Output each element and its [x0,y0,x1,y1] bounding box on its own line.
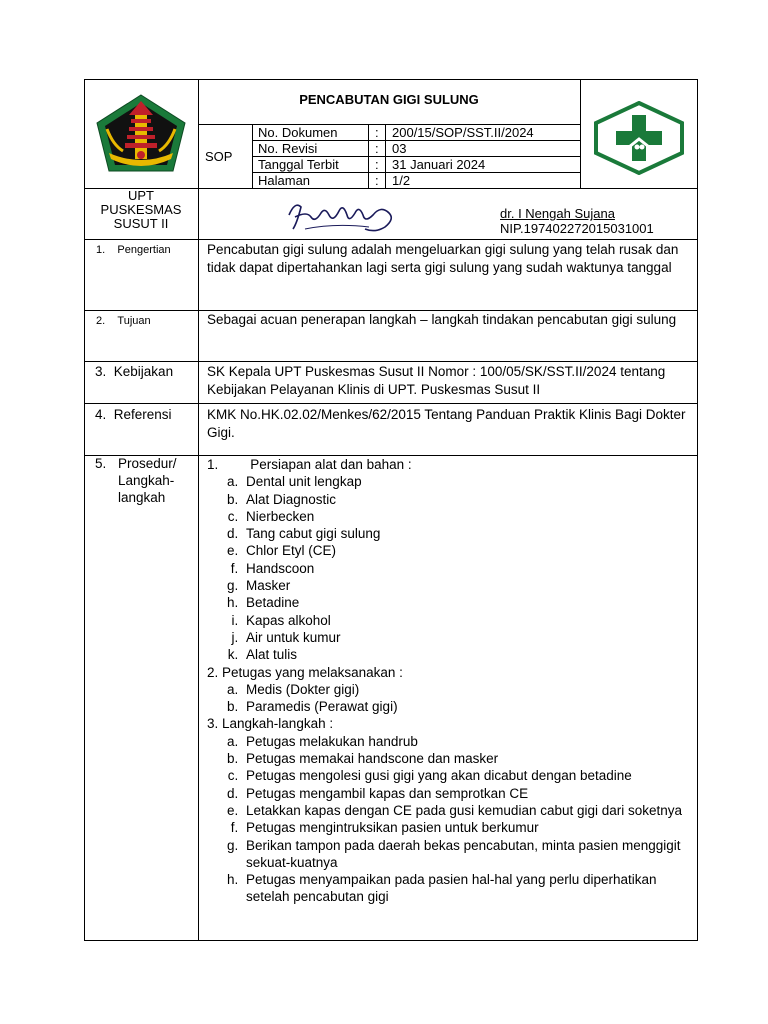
step-title [207,456,689,473]
meta-label: Halaman [258,173,311,188]
list-item: h. Petugas menyampaikan pada pasien hal-hal yang perlu diperhatikan setelah pencabutan gigi [242,871,689,906]
step-number: 1. [207,457,219,472]
meta-label: No. Revisi [258,141,318,156]
meta-label: Tanggal Terbit [258,157,339,172]
list-item: f. Handscoon [242,560,689,577]
section-title: Kebijakan [113,364,174,379]
list-item: a. Dental unit lengkap [242,473,689,490]
step-title: 2. Petugas yang melaksanakan : [207,664,403,680]
section-title: langkah [118,490,166,505]
section-number: 2. [96,315,106,327]
procedure-body [207,456,689,906]
meta-value: 200/15/SOP/SST.II/2024 [392,125,534,140]
list-item: j. Air untuk kumur [242,629,689,646]
section-title: Referensi [113,407,172,422]
sop-label: SOP [205,149,233,164]
meta-value: 1/2 [392,173,411,188]
unit-line: SUSUT II [113,216,169,231]
list-item: i. Kapas alkohol [242,612,689,629]
list-item: g. Berikan tampon pada daerah bekas pencabutan, minta pasien menggigit sekuat-kuatnya [242,837,689,872]
list-item: b. Paramedis (Perawat gigi) [242,698,689,715]
meta-value: 03 [392,141,407,156]
approver-name: dr. I Nengah Sujana [500,206,615,221]
step1-list [207,473,689,663]
list-item: d. Petugas mengambil kapas dan semprotkan CE [242,785,689,802]
list-item: a. Medis (Dokter gigi) [242,681,689,698]
section-title: Prosedur/ [118,456,177,471]
list-item: a. Petugas melakukan handrub [242,733,689,750]
regency-emblem-icon [95,93,187,173]
section-label-pengertian [96,243,171,257]
section-title: Tujuan [117,315,151,327]
unit-line: PUSKESMAS [100,202,182,217]
section-number: 4. [95,407,107,422]
section-label-prosedur [95,455,177,505]
approver-nip: NIP.197402272015031001 [500,221,654,236]
list-item: f. Petugas mengintruksikan pasien untuk berkumur [242,819,689,836]
section-label-kebijakan [95,363,173,380]
section-title: Pengertian [117,244,171,256]
meta-colon: : [375,141,379,156]
list-item: c. Petugas mengolesi gusi gigi yang akan dicabut dengan betadine [242,767,689,784]
section-number: 5. [95,456,107,471]
unit-name [84,189,198,231]
list-item: k. Alat tulis [242,646,689,663]
meta-label: No. Dokumen [258,125,338,140]
section-title: Langkah- [118,473,175,488]
list-item: c. Nierbecken [242,508,689,525]
section-text-tujuan: Sebagai acuan penerapan langkah – langkah tindakan pencabutan gigi sulung [207,312,677,327]
list-item: h. Betadine [242,594,689,611]
puskesmas-logo-icon [594,101,684,175]
section-number: 1. [96,244,106,256]
section-label-referensi [95,406,172,423]
section-text-referensi: KMK No.HK.02.02/Menkes/62/2015 Tentang Panduan Praktik Klinis Bagi Dokter Gigi. [207,407,686,440]
section-label-tujuan [96,314,151,328]
list-item: e. Chlor Etyl (CE) [242,542,689,559]
step2-list [207,681,689,716]
document-title: PENCABUTAN GIGI SULUNG [299,92,479,107]
meta-colon: : [375,157,379,172]
list-item: d. Tang cabut gigi sulung [242,525,689,542]
step-title-text: Persiapan alat dan bahan : [250,457,412,472]
list-item: e. Letakkan kapas dengan CE pada gusi kemudian cabut gigi dari soketnya [242,802,689,819]
meta-value: 31 Januari 2024 [392,157,486,172]
list-item: b. Alat Diagnostic [242,491,689,508]
meta-colon: : [375,173,379,188]
step-title: 3. Langkah-langkah : [207,716,334,732]
section-text-kebijakan: SK Kepala UPT Puskesmas Susut II Nomor : 100/05/SK/SST.II/2024 tentang Kebijakan Pelayanan Klinis di UPT. Puskesmas Susut II [207,364,666,397]
unit-line: UPT [128,188,154,203]
section-number: 3. [95,364,107,379]
section-text-pengertian: Pencabutan gigi sulung adalah mengeluarkan gigi sulung yang telah rusak dan tidak dapat dipertahankan lagi serta gigi sulung yang sudah waktunya tanggal [207,242,679,275]
approver-block [500,206,654,236]
list-item: g. Masker [242,577,689,594]
step3-list [207,733,689,906]
list-item: b. Petugas memakai handscone dan masker [242,750,689,767]
meta-colon: : [375,125,379,140]
signature-icon [285,193,405,235]
